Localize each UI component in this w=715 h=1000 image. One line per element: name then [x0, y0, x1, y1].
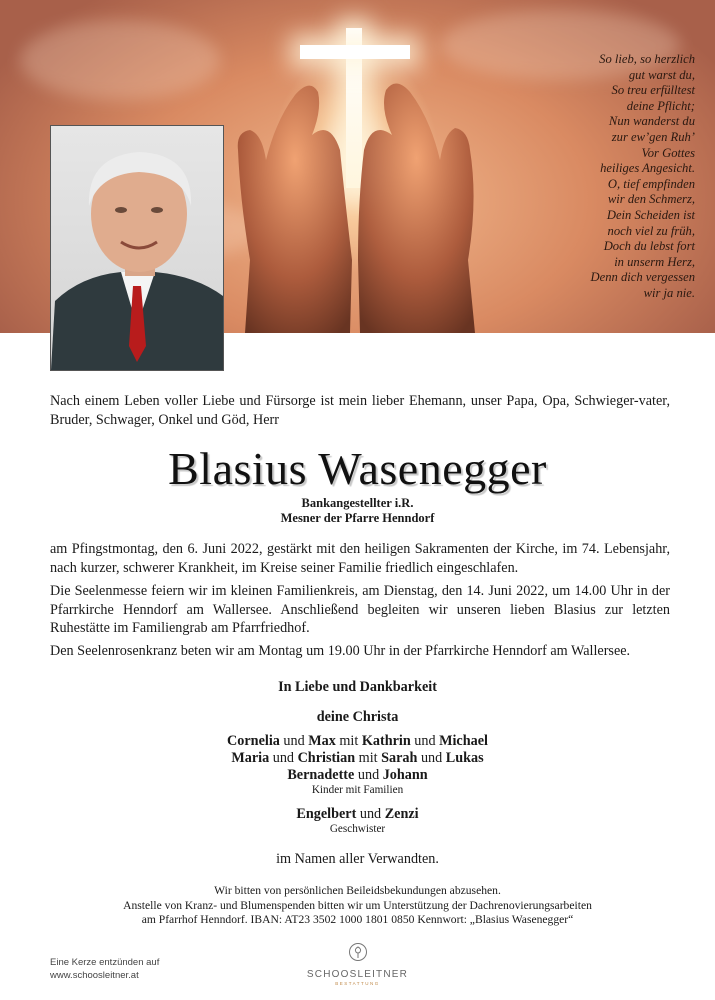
family-name: Kathrin — [361, 733, 411, 749]
poem-line: Denn dich vergessen — [590, 270, 695, 285]
poem-line: wir ja nie. — [643, 285, 695, 300]
relatives-line: im Namen aller Verwandten. — [276, 851, 439, 867]
poem-line: Doch du lebst fort — [603, 239, 695, 254]
poem-line: Nun wanderst du — [608, 114, 695, 129]
titles — [0, 496, 715, 526]
family-name: Sarah — [381, 750, 418, 766]
wife-line: deine Christa — [316, 709, 399, 725]
note-line: Wir bitten von persönlichen Beileidsbekundungen abzusehen. — [214, 884, 501, 897]
family-name: Bernadette — [287, 767, 355, 783]
poem-line: gut warst du, — [628, 67, 695, 82]
children-line-2 — [0, 750, 715, 767]
poem — [465, 52, 695, 302]
family-name: Lukas — [445, 750, 484, 766]
note-line: am Pfarrhof Henndorf. IBAN: AT23 3502 1000 1801 0850 Kennwort: „Blasius Wasenegger“ — [141, 913, 574, 926]
poem-line: Dein Scheiden ist — [606, 207, 695, 222]
title-line: Bankangestellter i.R. — [301, 496, 414, 510]
connector: mit — [335, 733, 362, 749]
website-link[interactable]: www.schoosleitner.at — [50, 969, 139, 981]
poem-line: wir den Schmerz, — [607, 192, 695, 207]
donation-note — [0, 884, 715, 928]
poem-line: Vor Gottes — [641, 145, 695, 160]
candle-text: Eine Kerze entzünden auf — [50, 957, 160, 968]
children-caption: Kinder mit Familien — [311, 784, 404, 796]
connector: und — [279, 733, 309, 749]
connector: mit — [355, 750, 382, 766]
family-name: Michael — [439, 733, 488, 749]
family-name: Johann — [382, 767, 428, 783]
logo-brand: SCHOOSLEITNER — [306, 969, 409, 980]
portrait-image — [51, 126, 223, 370]
connector: und — [356, 806, 385, 822]
family-name: Cornelia — [227, 733, 280, 749]
poem-line: heiliges Angesicht. — [600, 161, 695, 176]
children-line-3 — [0, 767, 715, 784]
poem-line: in unserm Herz, — [614, 254, 695, 269]
poem-line: So treu erfülltest — [611, 83, 695, 98]
intro-text: Nach einem Leben voller Liebe und Fürsorge ist mein lieber Ehemann, unser Papa, Opa, Schwieger-vater, Bruder, Schwager, Onkel und Göd, Herr — [50, 393, 670, 428]
poem-line: deine Pflicht; — [626, 98, 695, 113]
poem-line: O, tief empfinden — [607, 176, 695, 191]
family-name: Zenzi — [384, 806, 419, 822]
poem-line: So lieb, so herzlich — [599, 52, 695, 66]
family-name: Max — [308, 733, 336, 749]
siblings-caption: Geschwister — [329, 823, 386, 835]
mass-paragraph: Die Seelenmesse feiern wir im kleinen Familienkreis, am Dienstag, den 14. Juni 2022, um 14.00 Uhr in der Pfarrkirche Henndorf am Wallersee. Anschließend begleiten wir unseren lieben Blasius zur letzten Ruhestätte im Familiengrab am Pfarrfriedhof. — [50, 583, 670, 636]
death-paragraph: am Pfingstmontag, den 6. Juni 2022, gestärkt mit den heiligen Sakramenten der Kirche, im 74. Lebensjahr, nach kurzer, schwerer Krankheit, im Kreise seiner Familie friedlich eingeschlafen. — [50, 541, 670, 576]
poem-line: zur ew’gen Ruh’ — [611, 129, 695, 144]
portrait-photo — [50, 125, 224, 371]
poem-line: noch viel zu früh, — [607, 223, 695, 238]
connector: und — [410, 733, 440, 749]
deceased-name: Blasius Wasenegger — [168, 443, 547, 494]
connector: und — [417, 750, 446, 766]
family-name: Christian — [297, 750, 356, 766]
family-name: Maria — [231, 750, 270, 766]
title-line: Mesner der Pfarre Henndorf — [280, 511, 435, 525]
connector: und — [354, 767, 383, 783]
family-name: Engelbert — [296, 806, 357, 822]
thanks-line: In Liebe und Dankbarkeit — [278, 679, 437, 695]
connector: und — [269, 750, 298, 766]
children-line-1 — [0, 733, 715, 750]
logo-subtitle: BESTATTUNG — [335, 981, 380, 986]
rosary-paragraph: Den Seelenrosenkranz beten wir am Montag um 19.00 Uhr in der Pfarrkirche Henndorf am Wallersee. — [50, 643, 631, 659]
siblings-line — [0, 806, 715, 823]
note-line: Anstelle von Kranz- und Blumenspenden bitten wir um Unterstützung der Dachrenovierungsarbeiten — [123, 898, 592, 912]
rose-icon — [348, 942, 368, 962]
funeral-home-logo — [0, 942, 715, 986]
